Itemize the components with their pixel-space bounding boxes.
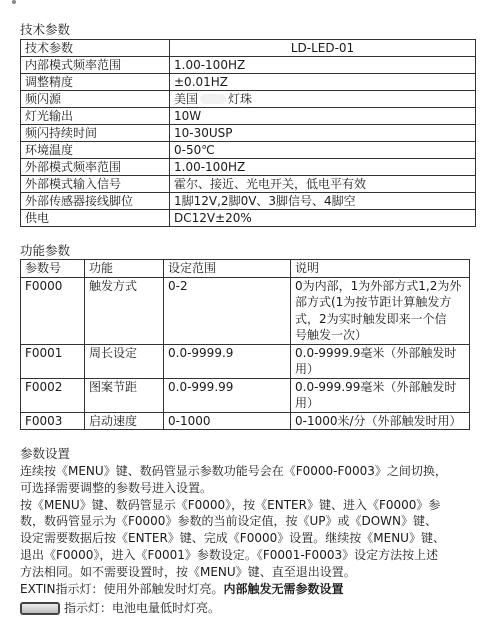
spec-value: 1脚12V,2脚0V、3脚信号、4脚空 <box>170 193 476 210</box>
desc-line: 用） <box>295 396 320 410</box>
spec-label: 频闪源 <box>21 91 170 108</box>
table-header-row <box>21 260 470 278</box>
spec-label: 外部模式频率范围 <box>21 159 170 176</box>
spec-value: LD-LED-01 <box>170 40 476 57</box>
spec-table <box>20 39 476 227</box>
desc-line: 用） <box>295 362 320 376</box>
table-row <box>21 176 476 193</box>
settings-text <box>20 463 490 617</box>
table-row <box>21 108 476 125</box>
param-desc <box>291 412 470 430</box>
param-func: 触发方式 <box>85 277 164 344</box>
param-func: 图案节距 <box>85 378 164 412</box>
param-desc <box>291 378 470 412</box>
spec-value-part: 灯珠 <box>228 92 253 106</box>
param-range: 0-2 <box>164 277 291 344</box>
table-row <box>21 344 470 378</box>
spec-label: 灯光输出 <box>21 108 170 125</box>
desc-line: 0-1000米/分（外部触发时用） <box>295 413 462 428</box>
param-range: 0.0-999.99 <box>164 378 291 412</box>
table-row <box>21 277 470 344</box>
settings-line: 退出《F0000》，进入《F0001》参数设定。《F0001-F0003》设定方法按上述 <box>20 547 439 562</box>
spec-value: 1.00-100HZ <box>170 57 476 74</box>
param-code: F0003 <box>21 412 85 430</box>
param-func: 启动速度 <box>85 412 164 430</box>
battery-text: 指示灯：电池电量低时灯亮。 <box>64 601 221 616</box>
param-code: F0001 <box>21 344 85 378</box>
spec-value-part: 美国 <box>174 92 199 106</box>
table-row <box>21 159 476 176</box>
spec-label: 外部传感器接线脚位 <box>21 193 170 210</box>
param-desc <box>291 277 470 344</box>
spec-label: 供电 <box>21 210 170 227</box>
spec-label: 技术参数 <box>21 40 170 57</box>
settings-line: 按《MENU》键、数码管显示《F0000》，按《ENTER》键、进入《F0000》参 <box>20 497 441 512</box>
extin-line <box>20 581 490 598</box>
param-code: F0002 <box>21 378 85 412</box>
spec-value <box>170 91 476 108</box>
table-row <box>21 57 476 74</box>
spec-label: 环境温度 <box>21 142 170 159</box>
col-header-func: 功能 <box>85 260 164 278</box>
table-row <box>21 210 476 227</box>
spec-section-title: 技术参数 <box>20 22 71 37</box>
settings-section-title: 参数设置 <box>20 446 71 461</box>
spec-value: 1.00-100HZ <box>170 159 476 176</box>
settings-line: 可选择需要调整的参数号进入设置。 <box>20 480 213 495</box>
col-header-desc: 说明 <box>291 260 470 278</box>
col-header-code: 参数号 <box>21 260 85 278</box>
table-row <box>21 193 476 210</box>
spec-value: ±0.01HZ <box>170 74 476 91</box>
table-row <box>21 125 476 142</box>
param-desc <box>291 344 470 378</box>
param-code: F0000 <box>21 277 85 344</box>
desc-line: 0.0-999.99毫米（外部触发时 <box>295 379 457 394</box>
param-range: 0.0-9999.9 <box>164 344 291 378</box>
table-row <box>21 142 476 159</box>
extin-bold-note: 内部触发无需参数设置 <box>223 581 344 596</box>
extin-text: EXTIN指示灯：使用外部触发时灯亮。 <box>20 581 224 596</box>
table-row <box>21 378 470 412</box>
spec-label: 外部模式输入信号 <box>21 176 170 193</box>
spec-value: 霍尔、接近、光电开关，低电平有效 <box>170 176 476 193</box>
param-range: 0-1000 <box>164 412 291 430</box>
desc-line: 部方式(1为按节距计算触发方 <box>295 295 452 309</box>
desc-line: 0为内部，1为外部方式1,2为外 <box>295 278 462 293</box>
scan-dot <box>12 0 16 4</box>
redacted-mark <box>200 94 226 104</box>
settings-line: 设定需要数据后按《ENTER》键、完成《F0000》设置。继续按《MENU》键、 <box>20 531 445 546</box>
battery-icon <box>20 602 60 615</box>
desc-line: 0.0-9999.9毫米（外部触发时 <box>295 345 457 360</box>
table-row <box>21 91 476 108</box>
spec-value: 0-50℃ <box>170 142 476 159</box>
settings-line: 连续按《MENU》键、数码管显示参数功能号会在《F0000-F0003》之间切换， <box>20 464 447 478</box>
func-table <box>20 259 470 430</box>
spec-value: 10W <box>170 108 476 125</box>
spec-label: 调整精度 <box>21 74 170 91</box>
spec-label: 频闪持续时间 <box>21 125 170 142</box>
param-func: 周长设定 <box>85 344 164 378</box>
settings-line: 方法相同。如不需要设置时，按《MENU》键、直至退出设置。 <box>20 564 356 579</box>
desc-line: 号触发一次） <box>295 328 368 342</box>
spec-label: 内部模式频率范围 <box>21 57 170 74</box>
spec-value: DC12V±20% <box>170 210 476 227</box>
col-header-range: 设定范围 <box>164 260 291 278</box>
table-row <box>21 74 476 91</box>
settings-line: 数，数码管显示为《F0000》参数的当前设定值，按《UP》或《DOWN》键、 <box>20 514 437 529</box>
spec-value: 10-30USP <box>170 125 476 142</box>
desc-line: 式，2为实时触发即来一个信 <box>295 311 447 326</box>
func-section-title: 功能参数 <box>20 243 71 258</box>
table-row <box>21 40 476 57</box>
table-row <box>21 412 470 430</box>
battery-line <box>20 600 490 617</box>
